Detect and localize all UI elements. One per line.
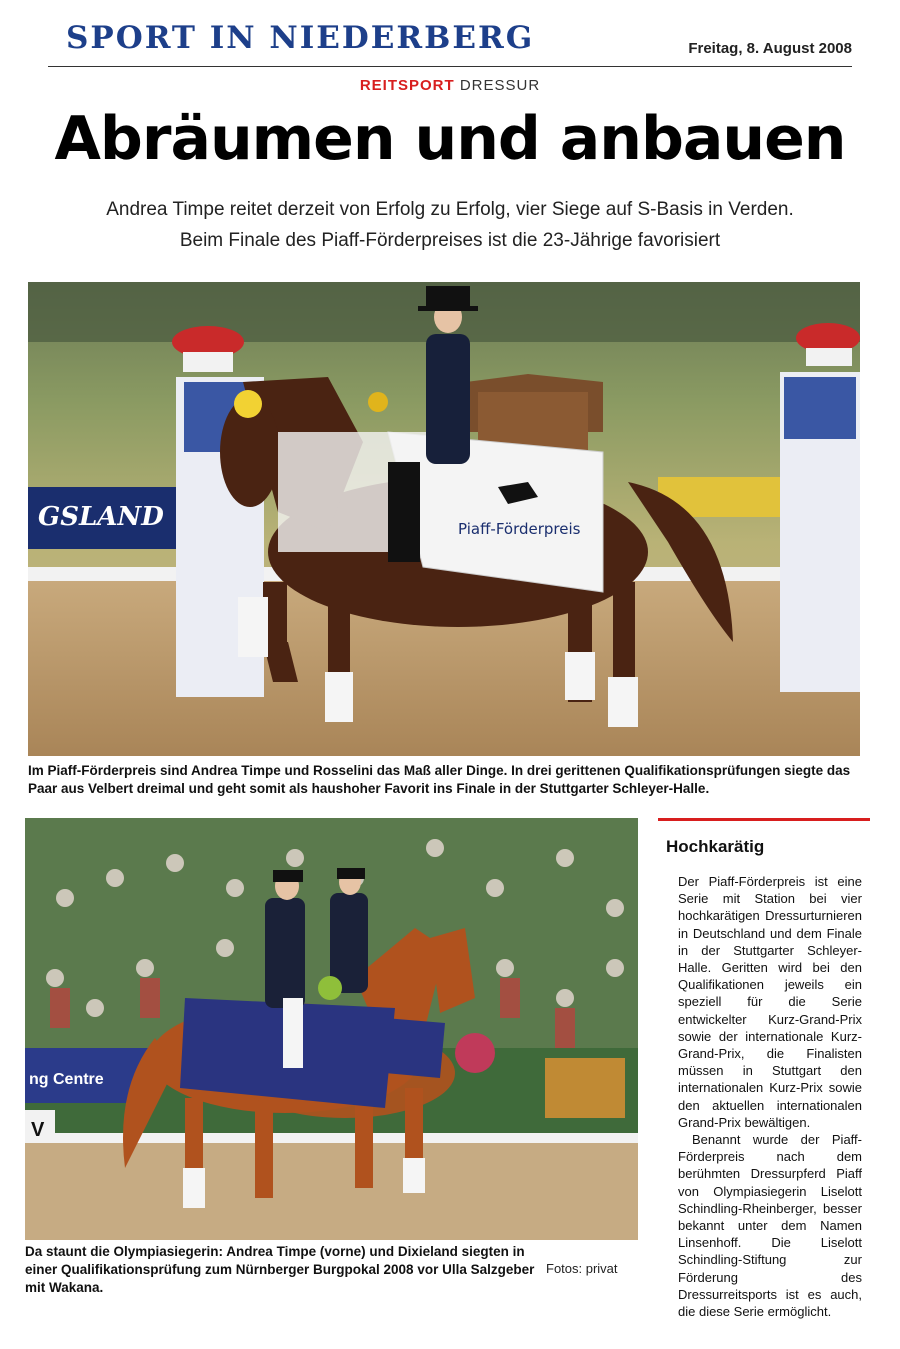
photo2-caption: Da staunt die Olympiasiegerin: Andrea Timpe (vorne) und Dixieland siegten in einer Qualifikationsprüfung zum Nürnberger Burgpokal 2008 vor Ulla Salzgeber mit Wakana. bbox=[25, 1244, 535, 1295]
sidebar-paragraph-2: Benannt wurde der Piaff-Förderpreis nach dem berühmten Dressurpferd Piaff von Olympiasiegerin Liselott Schindling-Rheinberger, besser bekannt unter dem Namen Linsenhoff. Die Liselott Schindling-Stiftung zur Förderung des Dressurreitsports ist es auch, die diese Serie ermöglicht. bbox=[678, 1132, 862, 1320]
photo-dressage-two-riders bbox=[25, 818, 638, 1240]
photo1-rug-text: Piaff-Förderpreis bbox=[458, 520, 581, 538]
photo2-banner-text: ng Centre bbox=[29, 1071, 104, 1088]
masthead-rule bbox=[48, 66, 852, 67]
photo1-illustration bbox=[28, 282, 860, 756]
sidebar-rule bbox=[658, 818, 870, 821]
subhead-line-1: Andrea Timpe reitet derzeit von Erfolg zu Erfolg, vier Siege auf S-Basis in Verden. bbox=[106, 199, 794, 220]
photo-credit: Fotos: privat bbox=[546, 1261, 618, 1276]
sidebar-body bbox=[678, 873, 862, 1320]
photo1-caption: Im Piaff-Förderpreis sind Andrea Timpe und Rosselini das Maß aller Dinge. In drei gerittenen Qualifikationsprüfungen siegte das Paar aus Velbert dreimal und geht somit als haushoher Favorit ins Finale in der Stuttgarter Schleyer-Halle. bbox=[28, 763, 851, 796]
sidebar-title: Hochkarätig bbox=[666, 837, 765, 856]
article-subhead bbox=[40, 194, 860, 256]
sidebar-box bbox=[658, 818, 870, 1320]
photo2-illustration bbox=[25, 818, 638, 1240]
photo2-marker-letter: V bbox=[31, 1119, 45, 1141]
article-headline: Abräumen und anbauen bbox=[54, 104, 846, 174]
sidebar-paragraph-1: Der Piaff-Förderpreis ist eine Serie mit Station bei vier hochkarätigen Dressurturnieren in Deutschland und dem Finale in der Stuttgarter Schleyer-Halle. Geritten wird bei den Qualifikationen jeweils ein speziell für die Serie entwickelter Kurz-Grand-Prix sowie der internationale Kurz-Grand-Prix, die Finalisten müssen in Stuttgart den internationalen Kurz-Prix sowie den aktuellen internationalen Grand-Prix bewältigen. bbox=[678, 874, 862, 1130]
subhead-line-2: Beim Finale des Piaff-Förderpreises ist die 23-Jährige favorisiert bbox=[179, 230, 721, 251]
section-rubric bbox=[0, 77, 900, 94]
newspaper-masthead: SPORT IN NIEDERBERG bbox=[66, 20, 535, 56]
rubric-section: REITSPORT bbox=[359, 77, 455, 94]
photo-dressage-rider-rosselini bbox=[28, 282, 860, 756]
rubric-category: DRESSUR bbox=[459, 77, 541, 94]
photo1-banner-text: GSLAND bbox=[38, 502, 164, 532]
issue-date: Freitag, 8. August 2008 bbox=[688, 40, 852, 57]
